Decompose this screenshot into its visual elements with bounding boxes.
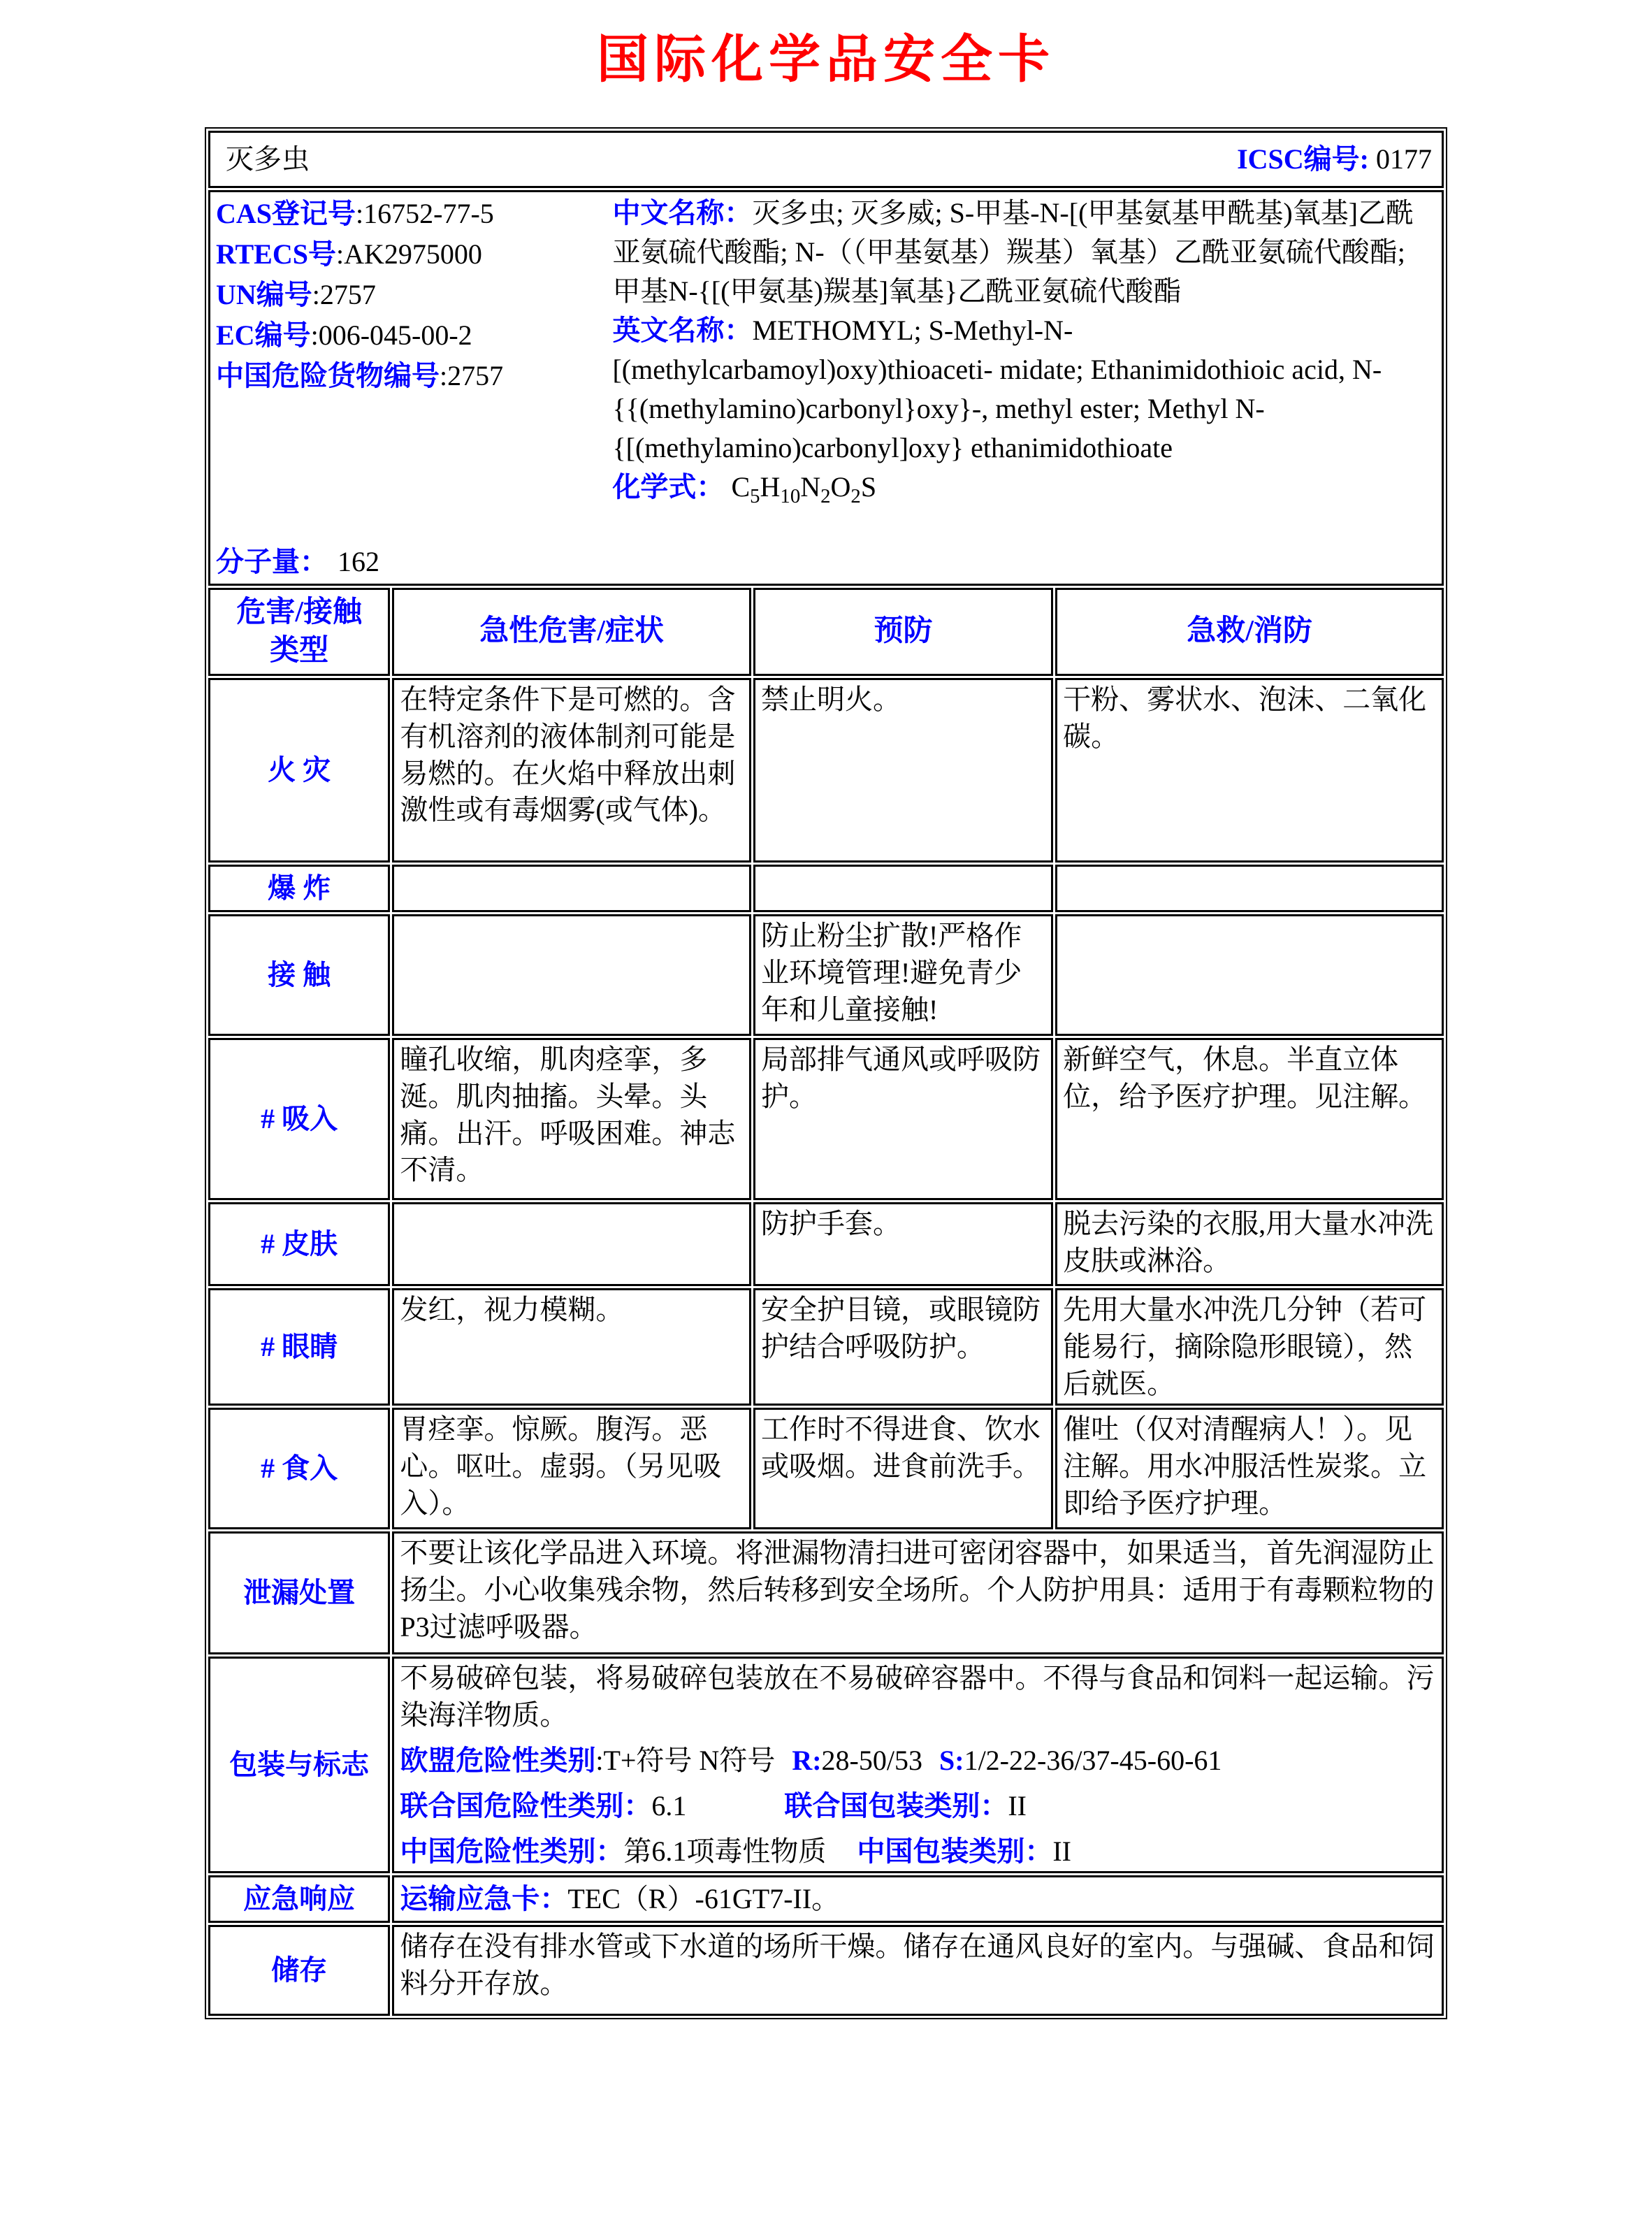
eyes-first-aid: 先用大量水冲洗几分钟（若可能易行，摘除隐形眼镜），然后就医。 (1055, 1288, 1444, 1406)
eyes-row (208, 1288, 1444, 1406)
cn-dg-line (216, 356, 612, 396)
cn-hazard-value: 第6.1项毒性物质 (623, 1835, 827, 1867)
ingestion-label: # 食入 (208, 1408, 390, 1529)
formula-label: 化学式： (612, 471, 725, 503)
icsc-number: 0177 (1376, 143, 1432, 175)
cn-class-line (400, 1833, 1436, 1870)
english-name-paragraph (612, 311, 1436, 468)
names-block (612, 194, 1436, 582)
contact-row (208, 914, 1444, 1036)
s-phrases-label: S: (939, 1744, 964, 1776)
un-class-line (400, 1788, 1436, 1825)
rtecs-label: RTECS号 (216, 238, 336, 270)
icsc-card-table (205, 127, 1447, 2019)
chinese-name-value: 灭多虫; 灭多威; S-甲基-N-[(甲基氨基甲酰基)氧基]乙酰亚氨硫代酸酯; N-（（甲基氨基）羰基）氧基）乙酰亚氨硫代酸酯; 甲基N-{[(甲氨基)羰基]氧基}乙酰亚氨硫代酸酯 (612, 197, 1414, 307)
formula-part: H (760, 471, 781, 503)
formula-sub: 2 (850, 485, 861, 507)
inhalation-label: # 吸入 (208, 1038, 390, 1200)
icsc-number-group (1237, 141, 1436, 178)
explosion-row (208, 865, 1444, 912)
fire-row (208, 678, 1444, 863)
chinese-name-label: 中文名称： (612, 197, 753, 229)
hazard-type-header-line1: 危害/接触 (236, 596, 362, 628)
un-value: :2757 (312, 279, 376, 310)
transport-card-value: TEC（R）-61GT7-II。 (567, 1882, 840, 1914)
hazard-type-header (208, 588, 390, 676)
card-header-cell (208, 131, 1444, 188)
un-hazard-label: 联合国危险性类别： (400, 1789, 652, 1821)
symptoms-header: 急性危害/症状 (392, 588, 751, 676)
emergency-label: 应急响应 (208, 1875, 390, 1923)
spill-row (208, 1531, 1444, 1654)
fire-first-aid: 干粉、雾状水、泡沫、二氧化碳。 (1055, 678, 1444, 863)
formula-part: C (731, 471, 751, 503)
formula-part: S (860, 471, 877, 503)
packaging-intro: 不易破碎包装，将易破碎包装放在不易破碎容器中。不得与食品和饲料一起运输。污染海洋物质。 (400, 1662, 1435, 1731)
cn-dg-label: 中国危险货物编号 (216, 360, 440, 391)
formula-part: N (800, 471, 821, 503)
page-title: 国际化学品安全卡 (597, 31, 1055, 89)
un-label: UN编号 (216, 279, 312, 310)
prevention-header: 预防 (753, 588, 1053, 676)
hazard-type-header-line2: 类型 (270, 635, 329, 667)
eu-class-label: 欧盟危险性类别 (400, 1744, 596, 1776)
spill-label: 泄漏处置 (208, 1531, 390, 1654)
ec-label: EC编号 (216, 319, 311, 351)
r-phrases-value: 28-50/53 (821, 1744, 922, 1776)
inhalation-first-aid: 新鲜空气，休息。半直立体位，给予医疗护理。见注解。 (1055, 1038, 1444, 1200)
molecular-weight-line (216, 542, 612, 582)
molecular-weight-label: 分子量： (216, 546, 328, 577)
packaging-row (208, 1657, 1444, 1873)
cas-value: :16752-77-5 (356, 198, 494, 229)
cas-label: CAS登记号 (216, 198, 356, 229)
skin-label: # 皮肤 (208, 1202, 390, 1286)
explosion-prevention (753, 865, 1053, 912)
english-name-value: METHOMYL; S-Methyl-N-[(methylcarbamoyl)oxy)thioaceti- midate; Ethanimidothioic acid, N-{{(methylamino)carbonyl}oxy}-, methyl ester; Methyl N-{[(methylamino)carbonyl]oxy} ethanimidothioate (612, 315, 1382, 463)
registry-numbers (216, 194, 612, 582)
ingestion-row (208, 1408, 1444, 1529)
eu-class-line (400, 1743, 1436, 1780)
skin-prevention: 防护手套。 (753, 1202, 1053, 1286)
skin-first-aid: 脱去污染的衣服,用大量水冲洗皮肤或淋浴。 (1055, 1202, 1444, 1286)
skin-symptoms (392, 1202, 751, 1286)
storage-row (208, 1925, 1444, 2016)
ingestion-prevention: 工作时不得进食、饮水或吸烟。进食前洗手。 (753, 1408, 1053, 1529)
eyes-label: # 眼睛 (208, 1288, 390, 1406)
un-line (216, 275, 612, 315)
formula-sub: 5 (750, 485, 760, 507)
formula-line (612, 468, 1436, 510)
eyes-symptoms: 发红，视力模糊。 (392, 1288, 751, 1406)
substance-name: 灭多虫 (226, 143, 310, 175)
inhalation-prevention: 局部排气通风或呼吸防护。 (753, 1038, 1053, 1200)
s-phrases-value: 1/2-22-36/37-45-60-61 (964, 1744, 1222, 1776)
icsc-label: ICSC编号: (1237, 143, 1369, 175)
fire-symptoms: 在特定条件下是可燃的。含有机溶剂的液体制剂可能是易燃的。在火焰中释放出刺激性或有毒烟雾(或气体)。 (392, 678, 751, 863)
card-header-row (208, 131, 1444, 188)
rtecs-line (216, 234, 612, 275)
transport-card-label: 运输应急卡： (400, 1882, 568, 1914)
molecular-weight-value: 162 (338, 546, 379, 577)
eu-class-value: :T+符号 N符号 (595, 1744, 776, 1776)
fire-label: 火 灾 (208, 678, 390, 863)
contact-label: 接 触 (208, 914, 390, 1036)
ingestion-first-aid: 催吐（仅对清醒病人！）。见注解。用水冲服活性炭浆。立即给予医疗护理。 (1055, 1408, 1444, 1529)
chinese-name-paragraph (612, 194, 1436, 311)
packaging-cell (392, 1657, 1444, 1873)
formula-sub: 10 (780, 485, 801, 507)
formula-part: O (830, 471, 851, 503)
skin-row (208, 1202, 1444, 1286)
spill-text: 不要让该化学品进入环境。将泄漏物清扫进可密闭容器中，如果适当，首先润湿防止扬尘。小心收集残余物，然后转移到安全场所。个人防护用具：适用于有毒颗粒物的P3过滤呼吸器。 (392, 1531, 1444, 1654)
storage-label: 储存 (208, 1925, 390, 2016)
cn-dg-value: :2757 (440, 360, 504, 391)
emergency-row (208, 1875, 1444, 1923)
eyes-prevention: 安全护目镜，或眼镜防护结合呼吸防护。 (753, 1288, 1053, 1406)
un-pack-value: II (1008, 1789, 1027, 1821)
cn-pack-label: 中国包装类别： (857, 1835, 1053, 1867)
rtecs-value: :AK2975000 (335, 238, 482, 270)
fire-prevention: 禁止明火。 (753, 678, 1053, 863)
cn-pack-value: II (1052, 1835, 1071, 1867)
r-phrases-label: R: (792, 1744, 822, 1776)
inhalation-row (208, 1038, 1444, 1200)
contact-symptoms (392, 914, 751, 1036)
explosion-first-aid (1055, 865, 1444, 912)
contact-first-aid (1055, 914, 1444, 1036)
ec-value: :006-045-00-2 (310, 319, 472, 351)
formula-value (731, 471, 877, 507)
explosion-label: 爆 炸 (208, 865, 390, 912)
packaging-label: 包装与标志 (208, 1657, 390, 1873)
english-name-label: 英文名称： (612, 315, 753, 346)
emergency-cell (392, 1875, 1444, 1923)
contact-prevention: 防止粉尘扩散!严格作业环境管理!避免青少年和儿童接触! (753, 914, 1053, 1036)
inhalation-symptoms: 瞳孔收缩，肌肉痉挛，多涎。肌肉抽搐。头晕。头痛。出汗。呼吸困难。神志不清。 (392, 1038, 751, 1200)
hazard-header-row (208, 588, 1444, 676)
ec-line (216, 315, 612, 356)
un-pack-label: 联合国包装类别： (784, 1789, 1008, 1821)
explosion-symptoms (392, 865, 751, 912)
cn-hazard-label: 中国危险性类别： (400, 1835, 624, 1867)
formula-sub: 2 (820, 485, 831, 507)
un-hazard-value: 6.1 (651, 1789, 687, 1821)
cas-line (216, 194, 612, 234)
identification-cell (208, 190, 1444, 586)
storage-text: 储存在没有排水管或下水道的场所干燥。储存在通风良好的室内。与强碱、食品和饲料分开存放。 (392, 1925, 1444, 2016)
ingestion-symptoms: 胃痉挛。惊厥。腹泻。恶心。呕吐。虚弱。（另见吸入）。 (392, 1408, 751, 1529)
identification-row (208, 190, 1444, 586)
first-aid-header: 急救/消防 (1055, 588, 1444, 676)
